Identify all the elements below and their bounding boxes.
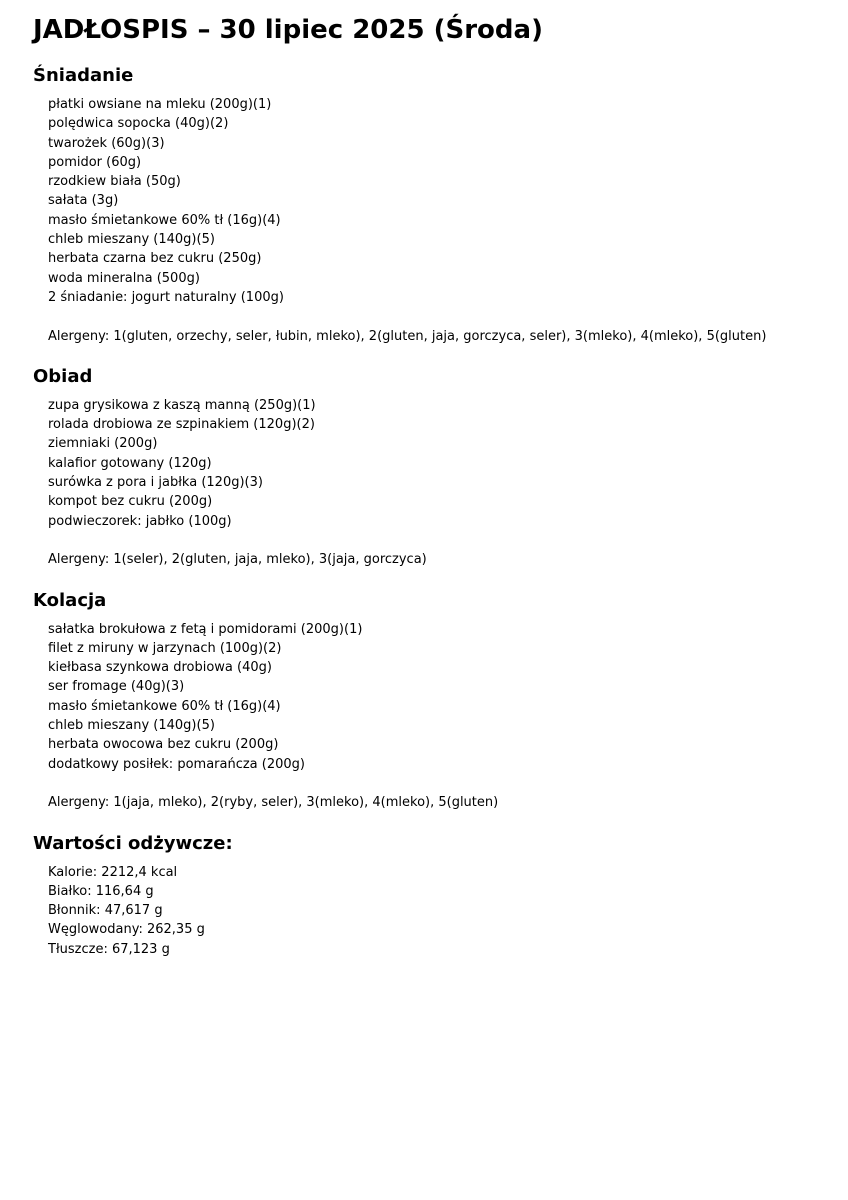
- menu-item: rolada drobiowa ze szpinakiem (120g)(2): [48, 417, 315, 433]
- menu-item: chleb mieszany (140g)(5): [48, 232, 215, 248]
- menu-item: woda mineralna (500g): [48, 270, 200, 286]
- lunch-heading: Obiad: [33, 365, 93, 387]
- page-title: JADŁOSPIS – 30 lipiec 2025 (Środa): [33, 15, 543, 45]
- lunch-allergens: Alergeny: 1(seler), 2(gluten, jaja, mleko), 3(jaja, gorczyca): [48, 552, 427, 568]
- menu-item: 2 śniadanie: jogurt naturalny (100g): [48, 289, 284, 305]
- menu-item: kalafior gotowany (120g): [48, 455, 212, 471]
- menu-item: herbata czarna bez cukru (250g): [48, 251, 262, 267]
- nutrition-item: Węglowodany: 262,35 g: [48, 922, 205, 938]
- menu-item: podwieczorek: jabłko (100g): [48, 513, 232, 529]
- breakfast-allergens: Alergeny: 1(gluten, orzechy, seler, łubin, mleko), 2(gluten, jaja, gorczyca, seler), 3(mleko), 4(mleko), 5(gluten): [48, 328, 767, 344]
- menu-item: kiełbasa szynkowa drobiowa (40g): [48, 660, 272, 676]
- nutrition-heading: Wartości odżywcze:: [33, 832, 233, 854]
- menu-item: płatki owsiane na mleku (200g)(1): [48, 97, 272, 112]
- nutrition-item: Białko: 116,64 g: [48, 883, 154, 899]
- menu-item: ser fromage (40g)(3): [48, 679, 185, 695]
- menu-item: masło śmietankowe 60% tł (16g)(4): [48, 212, 281, 228]
- nutrition-value-list: [33, 863, 828, 959]
- menu-item: pomidor (60g): [48, 154, 142, 170]
- section-nutrition: [33, 833, 828, 959]
- menu-item: masło śmietankowe 60% tł (16g)(4): [48, 698, 281, 714]
- nutrition-item: Kalorie: 2212,4 kcal: [48, 864, 178, 880]
- lunch-item-list: [33, 396, 828, 531]
- menu-item: sałatka brokułowa z fetą i pomidorami (200g)(1): [48, 621, 363, 637]
- menu-item: zupa grysikowa z kaszą manną (250g)(1): [48, 397, 316, 413]
- nutrition-item: Błonnik: 47,617 g: [48, 903, 163, 919]
- menu-item: twarożek (60g)(3): [48, 135, 165, 151]
- menu-item: kompot bez cukru (200g): [48, 494, 213, 510]
- menu-item: polędwica sopocka (40g)(2): [48, 116, 229, 132]
- dinner-item-list: [33, 620, 828, 774]
- menu-item: sałata (3g): [48, 193, 119, 209]
- menu-item: dodatkowy posiłek: pomarańcza (200g): [48, 756, 305, 772]
- dinner-allergens: Alergeny: 1(jaja, mleko), 2(ryby, seler), 3(mleko), 4(mleko), 5(gluten): [48, 795, 499, 811]
- nutrition-item: Tłuszcze: 67,123 g: [48, 941, 170, 957]
- breakfast-heading: Śniadanie: [33, 65, 134, 86]
- menu-item: chleb mieszany (140g)(5): [48, 718, 215, 734]
- menu-item: herbata owocowa bez cukru (200g): [48, 737, 279, 753]
- section-lunch: [33, 366, 828, 570]
- menu-item: surówka z pora i jabłka (120g)(3): [48, 475, 263, 491]
- section-breakfast: [33, 65, 828, 346]
- menu-item: rzodkiew biała (50g): [48, 174, 181, 190]
- section-dinner: [33, 590, 828, 813]
- dinner-heading: Kolacja: [33, 589, 107, 611]
- menu-item: filet z miruny w jarzynach (100g)(2): [48, 640, 282, 656]
- menu-item: ziemniaki (200g): [48, 436, 158, 452]
- breakfast-item-list: [33, 95, 828, 307]
